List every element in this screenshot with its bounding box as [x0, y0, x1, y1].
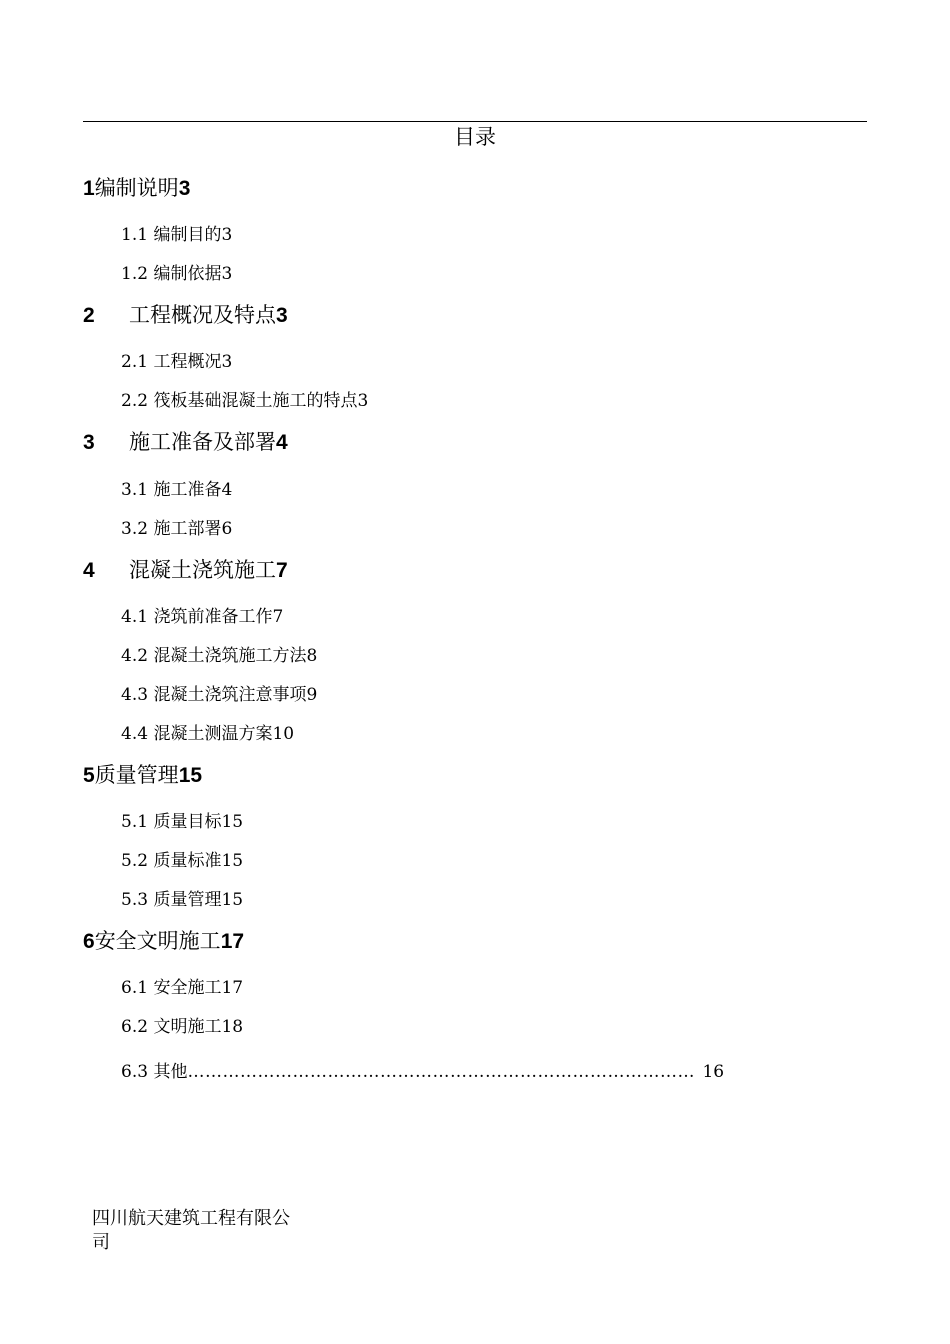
toc-page: 10 — [272, 724, 295, 744]
toc-entry-5-3[interactable] — [121, 889, 243, 911]
toc-entry-4-4[interactable] — [121, 723, 294, 745]
toc-page: 3 — [221, 264, 233, 284]
toc-entry-4-2[interactable] — [121, 645, 317, 667]
toc-entry-2-2[interactable] — [121, 390, 368, 412]
toc-number: 6.3 — [121, 1062, 149, 1082]
toc-entry-6-3[interactable] — [121, 1061, 724, 1083]
page-title: 目录 — [454, 125, 496, 149]
toc-entry-4-3[interactable] — [121, 684, 317, 706]
toc-text: 施工准备 — [153, 480, 222, 500]
toc-text: 质量管理 — [94, 763, 179, 787]
toc-page: 18 — [221, 1017, 244, 1037]
toc-heading-4[interactable] — [83, 557, 288, 584]
toc-text: 文明施工 — [153, 1017, 222, 1037]
toc-text: 工程概况及特点 — [129, 303, 276, 327]
toc-text: 编制依据 — [153, 264, 222, 284]
toc-page: 17 — [220, 930, 245, 953]
toc-text: 工程概况 — [153, 352, 222, 372]
toc-page: 3 — [221, 225, 233, 245]
toc-number: 4 — [83, 559, 95, 582]
toc-text: 施工部署 — [153, 519, 222, 539]
toc-number: 4.3 — [121, 685, 149, 705]
toc-page: 4 — [276, 431, 288, 454]
toc-text: 混凝土浇筑施工 — [129, 558, 276, 582]
toc-number: 5.2 — [121, 851, 149, 871]
toc-entry-6-1[interactable] — [121, 977, 243, 999]
toc-number: 4.2 — [121, 646, 149, 666]
toc-entry-4-1[interactable] — [121, 606, 283, 628]
toc-text: 编制说明 — [94, 176, 179, 200]
company-name: 四川航天建筑工程有限公司 — [92, 1208, 290, 1253]
toc-page: 15 — [221, 851, 244, 871]
toc-page: 15 — [178, 764, 203, 787]
toc-number: 4.1 — [121, 607, 149, 627]
toc-entry-3-1[interactable] — [121, 479, 232, 501]
toc-number: 2 — [83, 304, 95, 327]
toc-number: 3.2 — [121, 519, 149, 539]
toc-page: 9 — [306, 685, 318, 705]
toc-number: 1.2 — [121, 264, 149, 284]
toc-number: 5.3 — [121, 890, 149, 910]
toc-entry-3-2[interactable] — [121, 518, 232, 540]
toc-page: 15 — [221, 812, 244, 832]
toc-number: 2.2 — [121, 391, 149, 411]
toc-number: 5 — [83, 764, 95, 787]
toc-text: 混凝土测温方案 — [153, 724, 273, 744]
toc-heading-3[interactable] — [83, 429, 288, 456]
toc-entry-6-2[interactable] — [121, 1016, 243, 1038]
toc-page: 3 — [357, 391, 369, 411]
toc-page: 6 — [221, 519, 233, 539]
toc-page: 3 — [178, 177, 191, 200]
toc-entry-1-2[interactable] — [121, 263, 232, 285]
toc-heading-2[interactable] — [83, 302, 288, 329]
toc-text: 质量管理 — [153, 890, 222, 910]
toc-entry-5-2[interactable] — [121, 850, 243, 872]
toc-page: 7 — [272, 607, 284, 627]
toc-text: 浇筑前准备工作 — [153, 607, 273, 627]
toc-number: 4.4 — [121, 724, 149, 744]
toc-text: 质量目标 — [153, 812, 222, 832]
toc-page: 7 — [276, 559, 288, 582]
toc-entry-1-1[interactable] — [121, 224, 232, 246]
toc-heading-5[interactable] — [83, 762, 202, 789]
toc-text: 编制目的 — [153, 225, 222, 245]
toc-number: 1 — [83, 177, 95, 200]
toc-number: 3.1 — [121, 480, 149, 500]
toc-page: 3 — [221, 352, 233, 372]
toc-number: 5.1 — [121, 812, 149, 832]
toc-page: 8 — [306, 646, 318, 666]
toc-text: 混凝土浇筑施工方法 — [153, 646, 307, 666]
toc-heading-1[interactable] — [83, 175, 190, 202]
toc-text: 质量标准 — [153, 851, 222, 871]
toc-number: 2.1 — [121, 352, 149, 372]
toc-dot-leader: …………………………………………………………………………… — [187, 1062, 695, 1082]
toc-text: 筏板基础混凝土施工的特点 — [153, 391, 358, 411]
toc-text: 施工准备及部署 — [129, 430, 276, 454]
toc-entry-2-1[interactable] — [121, 351, 232, 373]
toc-entry-5-1[interactable] — [121, 811, 243, 833]
toc-text: 混凝土浇筑注意事项 — [153, 685, 307, 705]
toc-number: 6.2 — [121, 1017, 149, 1037]
toc-number: 6.1 — [121, 978, 149, 998]
toc-text: 其他 — [153, 1062, 188, 1082]
toc-page: 3 — [276, 304, 288, 327]
toc-text: 安全施工 — [153, 978, 222, 998]
toc-number: 6 — [83, 930, 95, 953]
toc-number: 3 — [83, 431, 95, 454]
toc-page: 16 — [702, 1062, 725, 1082]
toc-heading-6[interactable] — [83, 928, 244, 955]
toc-number: 1.1 — [121, 225, 149, 245]
toc-page: 15 — [221, 890, 244, 910]
toc-text: 安全文明施工 — [94, 929, 221, 953]
toc-page: 4 — [221, 480, 233, 500]
toc-page: 17 — [221, 978, 244, 998]
